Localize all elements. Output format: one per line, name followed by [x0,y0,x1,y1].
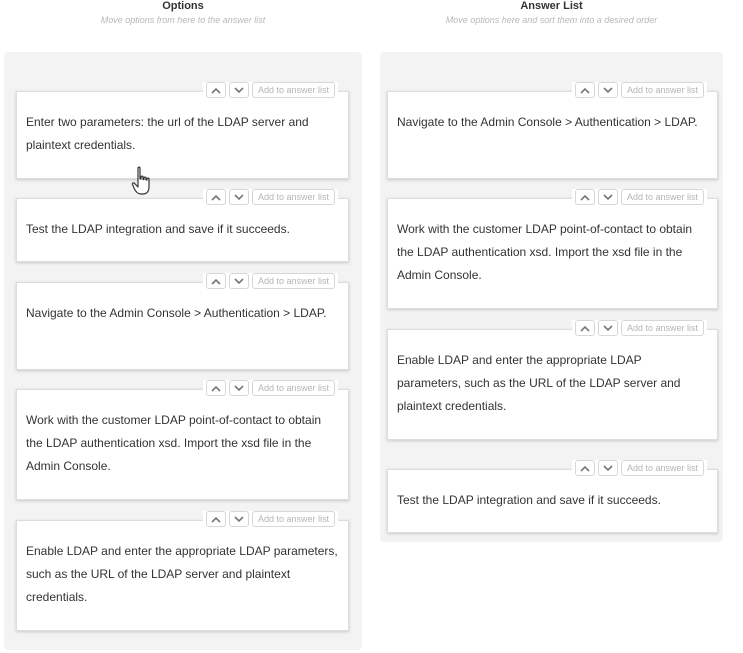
answer-text: Work with the customer LDAP point-of-contact to obtain the LDAP authentication xsd. Import the xsd file in the Admin Console. [397,222,693,282]
answer-list-title: Answer List [520,0,583,12]
option-card[interactable] [16,192,349,262]
chevron-down-icon [603,325,613,332]
answer-text: Navigate to the Admin Console > Authentication > LDAP. [397,115,698,129]
add-to-answer-list-button[interactable]: Add to answer list [252,273,335,289]
card-controls [203,189,338,205]
chevron-down-icon [603,194,613,201]
answer-list-panel [380,52,723,542]
card-controls [203,82,338,98]
chevron-up-icon [580,465,590,472]
answer-card[interactable] [387,463,718,533]
option-text: Enter two parameters: the url of the LDAP server and plaintext credentials. [26,115,309,152]
add-to-answer-list-button[interactable]: Add to answer list [621,82,704,98]
answer-text: Test the LDAP integration and save if it succeeds. [397,493,661,507]
option-text: Enable LDAP and enter the appropriate LDAP parameters, such as the URL of the LDAP server and plaintext credentials. [26,544,338,604]
hand-pointer-icon [131,166,153,196]
chevron-down-icon [234,385,244,392]
options-subtitle: Move options from here to the answer list [100,15,266,25]
add-to-answer-list-button[interactable]: Add to answer list [252,511,335,527]
chevron-down-icon [234,194,244,201]
move-up-button[interactable] [575,82,595,98]
card-controls [203,511,338,527]
option-card[interactable] [16,514,349,631]
move-down-button[interactable] [598,189,618,205]
answer-text: Enable LDAP and enter the appropriate LDAP parameters, such as the URL of the LDAP server and plaintext credentials. [397,353,681,413]
answer-card[interactable] [387,85,718,179]
add-to-answer-list-button[interactable]: Add to answer list [252,380,335,396]
chevron-down-icon [234,87,244,94]
add-to-answer-list-button[interactable]: Add to answer list [621,460,704,476]
move-up-button[interactable] [206,189,226,205]
chevron-down-icon [603,465,613,472]
card-controls [572,189,707,205]
add-to-answer-list-button[interactable]: Add to answer list [621,320,704,336]
chevron-up-icon [580,194,590,201]
options-header [0,0,366,25]
option-card[interactable] [16,85,349,179]
chevron-down-icon [603,87,613,94]
move-down-button[interactable] [598,82,618,98]
answer-card[interactable] [387,192,718,309]
move-down-button[interactable] [598,460,618,476]
options-panel [4,52,362,650]
answer-list-header [380,0,723,25]
option-text: Work with the customer LDAP point-of-contact to obtain the LDAP authentication xsd. Import the xsd file in the Admin Console. [26,413,322,473]
move-up-button[interactable] [206,380,226,396]
move-up-button[interactable] [206,82,226,98]
move-down-button[interactable] [229,380,249,396]
options-title: Options [162,0,204,12]
move-down-button[interactable] [229,189,249,205]
chevron-up-icon [580,325,590,332]
chevron-up-icon [211,194,221,201]
move-down-button[interactable] [229,82,249,98]
move-up-button[interactable] [575,460,595,476]
option-card[interactable] [16,383,349,500]
chevron-up-icon [211,516,221,523]
move-up-button[interactable] [575,320,595,336]
option-card[interactable] [16,276,349,370]
chevron-up-icon [211,278,221,285]
chevron-up-icon [211,87,221,94]
option-text: Navigate to the Admin Console > Authentication > LDAP. [26,306,327,320]
card-controls [572,82,707,98]
card-controls [203,380,338,396]
move-down-button[interactable] [229,273,249,289]
add-to-answer-list-button[interactable]: Add to answer list [621,189,704,205]
add-to-answer-list-button[interactable]: Add to answer list [252,82,335,98]
chevron-down-icon [234,278,244,285]
move-up-button[interactable] [206,511,226,527]
move-down-button[interactable] [598,320,618,336]
card-controls [203,273,338,289]
chevron-down-icon [234,516,244,523]
add-to-answer-list-button[interactable]: Add to answer list [252,189,335,205]
answer-card[interactable] [387,323,718,440]
move-down-button[interactable] [229,511,249,527]
card-controls [572,460,707,476]
chevron-up-icon [211,385,221,392]
option-text: Test the LDAP integration and save if it succeeds. [26,222,290,236]
move-up-button[interactable] [206,273,226,289]
chevron-up-icon [580,87,590,94]
move-up-button[interactable] [575,189,595,205]
card-controls [572,320,707,336]
answer-list-subtitle: Move options here and sort them into a desired order [445,15,658,25]
